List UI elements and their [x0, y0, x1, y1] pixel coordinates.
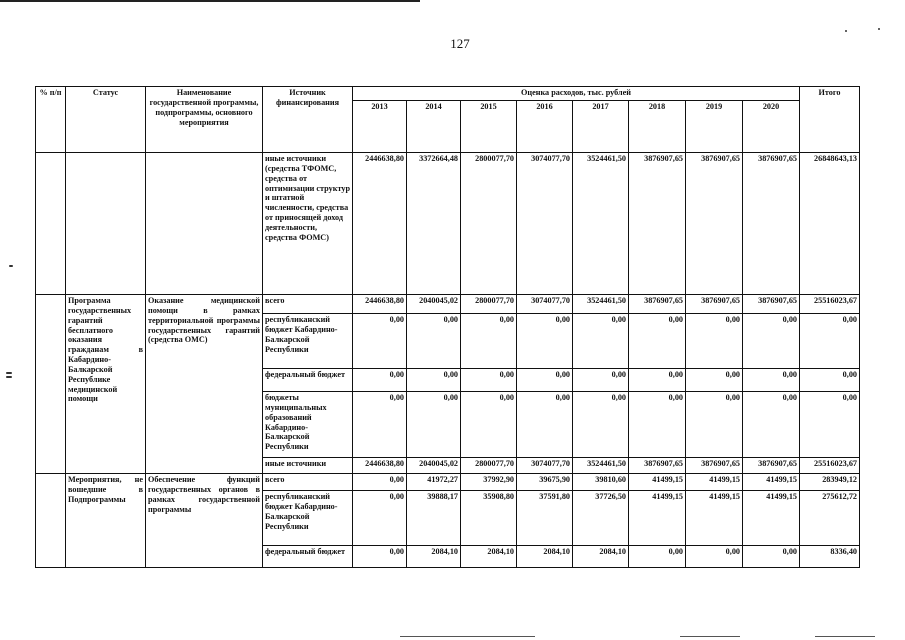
scan-speck — [845, 30, 847, 32]
source-cell: федеральный бюджет — [263, 546, 353, 568]
value-cell: 2084,10 — [573, 546, 629, 568]
value-cell: 3876907,65 — [686, 458, 743, 474]
value-cell: 0,00 — [517, 314, 573, 369]
value-cell: 0,00 — [353, 369, 407, 392]
value-cell: 39810,60 — [573, 474, 629, 491]
value-cell: 0,00 — [743, 369, 800, 392]
value-cell: 2446638,80 — [353, 295, 407, 314]
value-cell: 0,00 — [743, 546, 800, 568]
name-cell: Обеспечение функций государственных органов в рамках государственной программы — [146, 474, 263, 568]
source-cell: бюджеты муниципальных образований Кабардино-Балкарской Республики — [263, 392, 353, 458]
source-cell: всего — [263, 474, 353, 491]
empty-cell — [36, 295, 66, 474]
value-cell: 0,00 — [629, 314, 686, 369]
value-cell: 3074077,70 — [517, 458, 573, 474]
value-cell: 2446638,80 — [353, 153, 407, 295]
table-row — [36, 474, 860, 491]
status-cell: Мероприятия, не вошедшие в Подпрограммы — [66, 474, 146, 568]
total-cell: 283949,12 — [800, 474, 860, 491]
budget-table — [35, 86, 860, 568]
header-name: Наименование государственной программы, подпрограммы, основного мероприятия — [146, 87, 263, 153]
source-cell: федеральный бюджет — [263, 369, 353, 392]
scan-speck — [9, 265, 13, 267]
value-cell: 0,00 — [686, 369, 743, 392]
scan-speck — [6, 376, 12, 378]
name-cell: Оказание медицинской помощи в рамках территориальной программы государственных гарантий (средства ОМС) — [146, 295, 263, 474]
source-cell: всего — [263, 295, 353, 314]
source-cell: иные источники — [263, 458, 353, 474]
source-cell: иные источники (средства ТФОМС, средства от оптимизации структур и штатной численности, средства от приносящей доход деятельности, средства ФОМС) — [263, 153, 353, 295]
empty-cell — [66, 153, 146, 295]
status-cell: Программа государственных гарантий бесплатного оказания гражданам в Кабардино-Балкарской Республике медицинской помощи — [66, 295, 146, 474]
value-cell: 35908,80 — [461, 491, 517, 546]
value-cell: 0,00 — [743, 314, 800, 369]
value-cell: 2040045,02 — [407, 458, 461, 474]
value-cell: 0,00 — [686, 392, 743, 458]
header-year: 2020 — [743, 101, 800, 153]
value-cell: 3524461,50 — [573, 153, 629, 295]
scan-bottom-line — [680, 636, 740, 637]
header-year: 2017 — [573, 101, 629, 153]
value-cell: 3372664,48 — [407, 153, 461, 295]
value-cell: 0,00 — [353, 474, 407, 491]
total-cell: 8336,40 — [800, 546, 860, 568]
scan-speck — [878, 28, 880, 30]
empty-cell — [36, 153, 66, 295]
value-cell: 39675,90 — [517, 474, 573, 491]
value-cell: 0,00 — [517, 369, 573, 392]
value-cell: 3876907,65 — [629, 458, 686, 474]
value-cell: 0,00 — [461, 369, 517, 392]
value-cell: 3876907,65 — [629, 153, 686, 295]
value-cell: 3876907,65 — [629, 295, 686, 314]
value-cell: 3074077,70 — [517, 295, 573, 314]
value-cell: 0,00 — [407, 369, 461, 392]
value-cell: 0,00 — [686, 314, 743, 369]
value-cell: 0,00 — [353, 392, 407, 458]
header-year: 2018 — [629, 101, 686, 153]
value-cell: 0,00 — [353, 491, 407, 546]
value-cell: 3524461,50 — [573, 295, 629, 314]
header-estimate: Оценка расходов, тыс. рублей — [353, 87, 800, 101]
scan-speck — [6, 372, 12, 374]
value-cell: 0,00 — [461, 314, 517, 369]
header-source: Источник финансирования — [263, 87, 353, 153]
value-cell: 0,00 — [573, 369, 629, 392]
value-cell: 41499,15 — [629, 474, 686, 491]
table-row — [36, 295, 860, 314]
total-cell: 275612,72 — [800, 491, 860, 546]
header-year: 2014 — [407, 101, 461, 153]
value-cell: 0,00 — [573, 392, 629, 458]
value-cell: 41499,15 — [629, 491, 686, 546]
value-cell: 3876907,65 — [686, 153, 743, 295]
value-cell: 2446638,80 — [353, 458, 407, 474]
value-cell: 41499,15 — [686, 491, 743, 546]
value-cell: 3524461,50 — [573, 458, 629, 474]
value-cell: 2084,10 — [407, 546, 461, 568]
scan-bottom-line — [400, 636, 535, 637]
value-cell: 0,00 — [629, 546, 686, 568]
value-cell: 2800077,70 — [461, 153, 517, 295]
value-cell: 0,00 — [353, 314, 407, 369]
value-cell: 0,00 — [573, 314, 629, 369]
total-cell: 25516023,67 — [800, 295, 860, 314]
value-cell: 2800077,70 — [461, 458, 517, 474]
value-cell: 41499,15 — [743, 474, 800, 491]
value-cell: 2800077,70 — [461, 295, 517, 314]
scan-top-border — [0, 0, 420, 2]
source-cell: республиканский бюджет Кабардино-Балкарской Республики — [263, 491, 353, 546]
header-num: % п/п — [36, 87, 66, 153]
value-cell: 0,00 — [629, 392, 686, 458]
header-status: Статус — [66, 87, 146, 153]
value-cell: 0,00 — [461, 392, 517, 458]
header-total: Итого — [800, 87, 860, 153]
value-cell: 37591,80 — [517, 491, 573, 546]
header-year: 2015 — [461, 101, 517, 153]
value-cell: 0,00 — [407, 314, 461, 369]
value-cell: 2084,10 — [461, 546, 517, 568]
value-cell: 2084,10 — [517, 546, 573, 568]
empty-cell — [146, 153, 263, 295]
value-cell: 0,00 — [686, 546, 743, 568]
page-number: 127 — [450, 36, 470, 51]
total-cell: 0,00 — [800, 392, 860, 458]
value-cell: 0,00 — [353, 546, 407, 568]
value-cell: 3074077,70 — [517, 153, 573, 295]
header-year: 2016 — [517, 101, 573, 153]
value-cell: 41972,27 — [407, 474, 461, 491]
value-cell: 0,00 — [407, 392, 461, 458]
value-cell: 0,00 — [517, 392, 573, 458]
value-cell: 3876907,65 — [743, 295, 800, 314]
value-cell: 3876907,65 — [743, 153, 800, 295]
value-cell: 3876907,65 — [686, 295, 743, 314]
value-cell: 37726,50 — [573, 491, 629, 546]
value-cell: 37992,90 — [461, 474, 517, 491]
total-cell: 26848643,13 — [800, 153, 860, 295]
value-cell: 2040045,02 — [407, 295, 461, 314]
value-cell: 39888,17 — [407, 491, 461, 546]
value-cell: 41499,15 — [686, 474, 743, 491]
value-cell: 41499,15 — [743, 491, 800, 546]
value-cell: 3876907,65 — [743, 458, 800, 474]
empty-cell — [36, 474, 66, 568]
value-cell: 0,00 — [743, 392, 800, 458]
total-cell: 0,00 — [800, 314, 860, 369]
scan-bottom-line — [815, 636, 875, 637]
header-year: 2013 — [353, 101, 407, 153]
total-cell: 25516023,67 — [800, 458, 860, 474]
table-row — [36, 153, 860, 295]
header-year: 2019 — [686, 101, 743, 153]
value-cell: 0,00 — [629, 369, 686, 392]
total-cell: 0,00 — [800, 369, 860, 392]
source-cell: республиканский бюджет Кабардино-Балкарской Республики — [263, 314, 353, 369]
